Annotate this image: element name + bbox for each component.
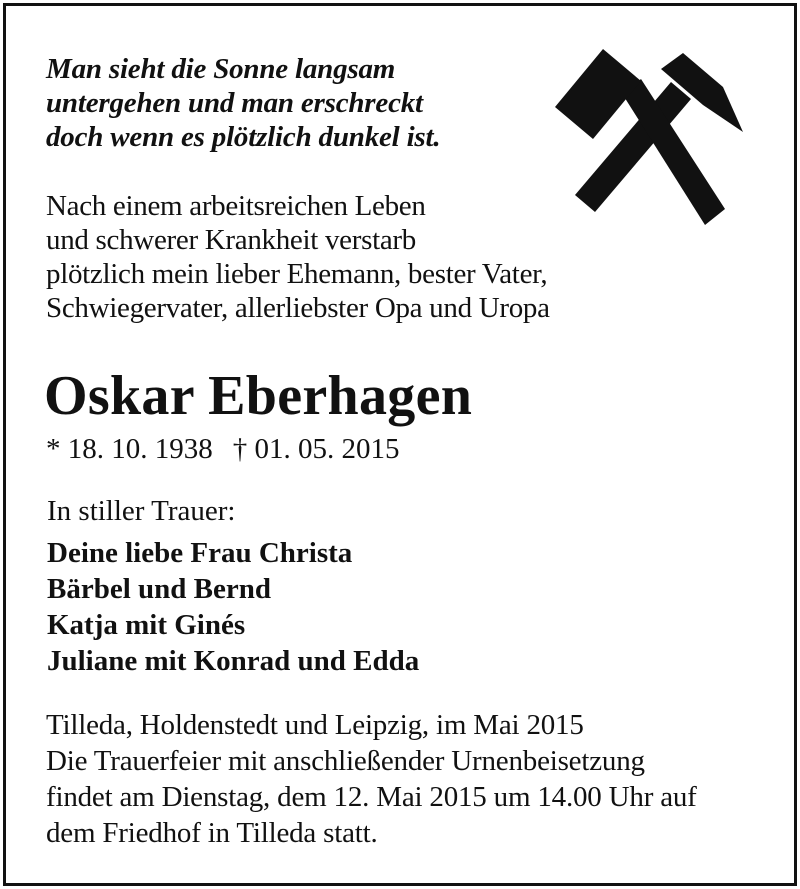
- list-item: Deine liebe Frau Christa: [47, 537, 353, 569]
- list-item: Katja mit Ginés: [47, 609, 246, 641]
- footer-line: Die Trauerfeier mit anschließender Urnenbeisetzung: [46, 745, 645, 777]
- memorial-quote: [46, 52, 506, 154]
- quote-line: Man sieht die Sonne langsam: [46, 53, 396, 85]
- deceased-name: Oskar Eberhagen: [44, 365, 473, 427]
- footer-line: Tilleda, Holdenstedt und Leipzig, im Mai 2015: [46, 709, 584, 741]
- quote-line: untergehen und man erschreckt: [46, 87, 423, 119]
- intro-text: [46, 189, 550, 325]
- life-dates: [46, 432, 400, 466]
- intro-line: Nach einem arbeitsreichen Leben: [46, 190, 426, 222]
- footer-line: dem Friedhof in Tilleda statt.: [46, 817, 378, 849]
- footer-line: findet am Dienstag, dem 12. Mai 2015 um 14.00 Uhr auf: [46, 781, 697, 813]
- intro-line: Schwiegervater, allerliebster Opa und Uropa: [46, 292, 550, 324]
- list-item: Bärbel und Bernd: [47, 573, 271, 605]
- birth-date: * 18. 10. 1938: [46, 433, 213, 465]
- mourning-label: In stiller Trauer:: [47, 495, 236, 527]
- mourners-list: [47, 535, 419, 679]
- hammer-and-pick-icon: [553, 47, 753, 232]
- funeral-details: [46, 707, 697, 851]
- death-date: † 01. 05. 2015: [232, 433, 400, 465]
- quote-line: doch wenn es plötzlich dunkel ist.: [46, 121, 441, 153]
- intro-line: und schwerer Krankheit verstarb: [46, 224, 416, 256]
- list-item: Juliane mit Konrad und Edda: [47, 645, 420, 677]
- intro-line: plötzlich mein lieber Ehemann, bester Vater,: [46, 258, 548, 290]
